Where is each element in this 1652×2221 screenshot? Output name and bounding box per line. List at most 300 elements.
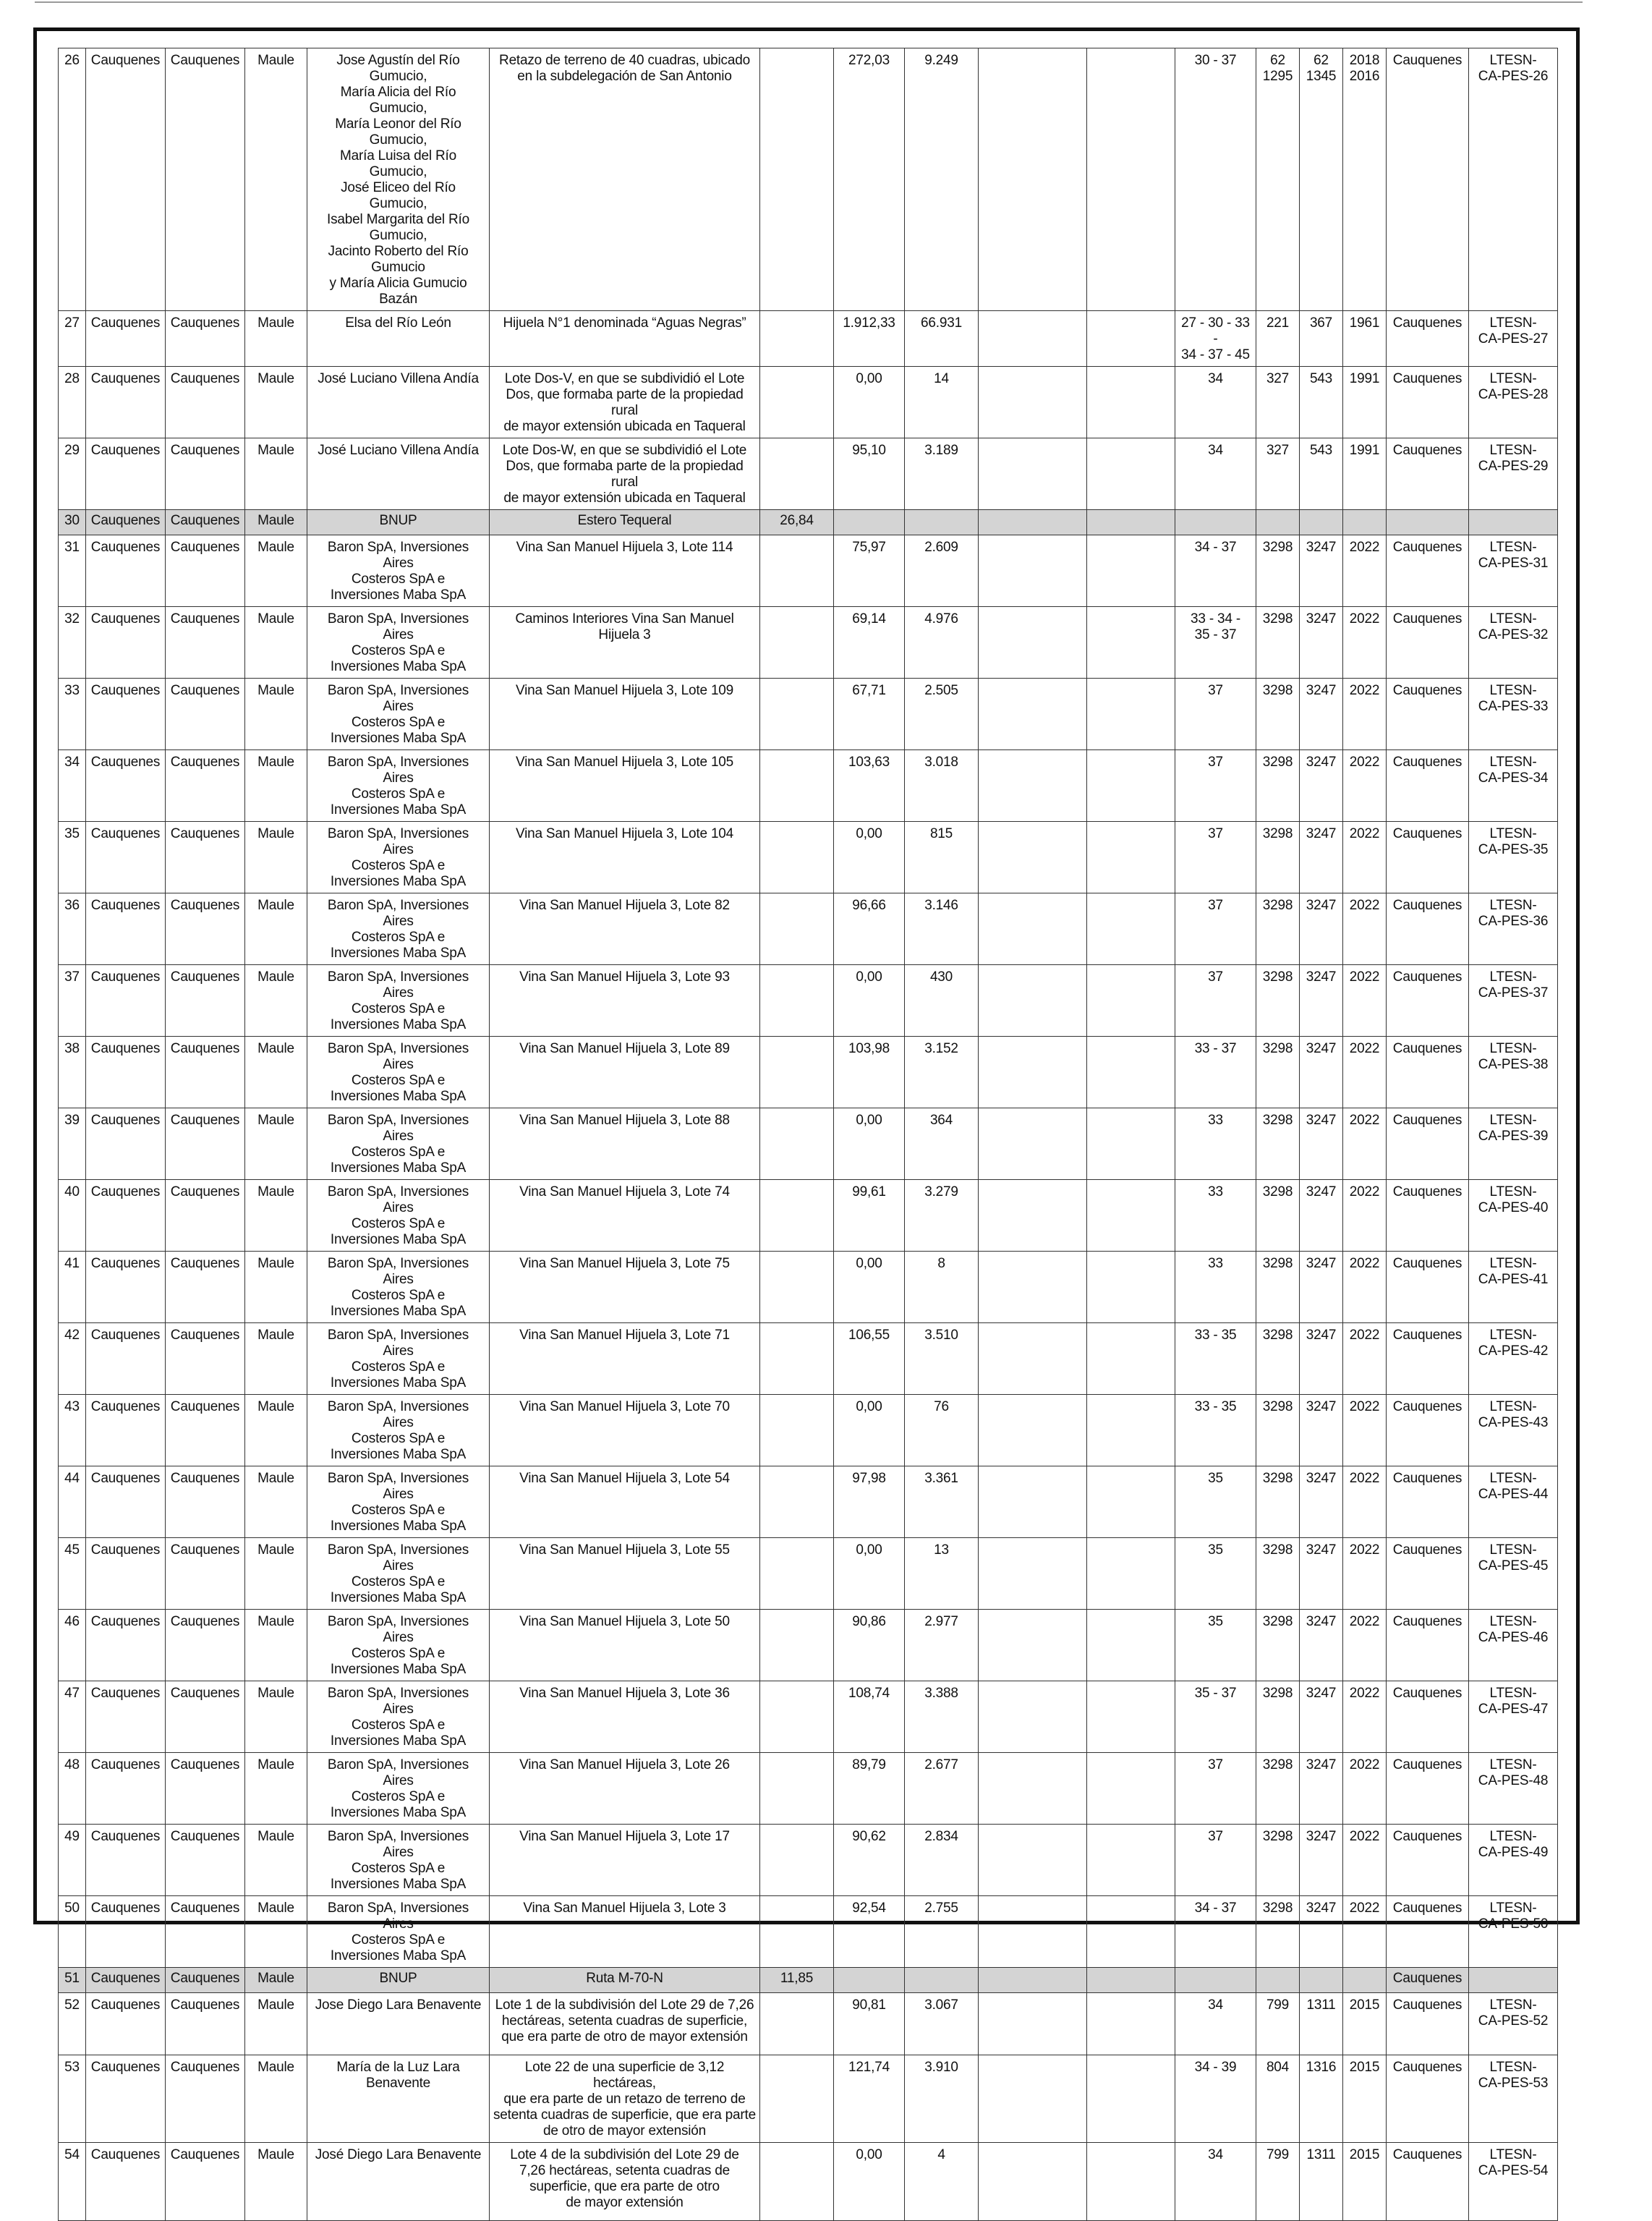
owner-cell: Baron SpA, Inversiones Aires Costeros SpA e Inversiones Maba SpA: [307, 1037, 490, 1108]
owner-cell: Baron SpA, Inversiones Aires Costeros SpA e Inversiones Maba SpA: [307, 1896, 490, 1968]
owner-cell: Baron SpA, Inversiones Aires Costeros SpA e Inversiones Maba SpA: [307, 1466, 490, 1538]
description-cell: Lote 4 de la subdivisión del Lote 29 de 7,26 hectáreas, setenta cuadras de superficie, que era parte de otro de mayor extensión: [490, 2143, 760, 2221]
table-row: [59, 438, 1558, 510]
comuna-cell: Cauquenes: [86, 1825, 166, 1896]
region-cell: Maule: [245, 1252, 307, 1323]
inscription-number-cell: 3247: [1300, 1180, 1343, 1252]
provincia-cell: Cauquenes: [166, 607, 245, 679]
region-cell: Maule: [245, 1610, 307, 1681]
empty-cell: [1087, 1108, 1175, 1180]
empty-cell: [979, 1538, 1087, 1610]
description-cell: Vina San Manuel Hijuela 3, Lote 50: [490, 1610, 760, 1681]
registry-cell: Cauquenes: [1387, 893, 1469, 965]
fojas-cell: 3298: [1256, 1825, 1300, 1896]
registry-cell: Cauquenes: [1387, 1538, 1469, 1610]
empty-cell: [1087, 679, 1175, 750]
table-row: [59, 1825, 1558, 1896]
description-cell: Vina San Manuel Hijuela 3, Lote 88: [490, 1108, 760, 1180]
row-number: 52: [59, 1993, 86, 2055]
provincia-cell: Cauquenes: [166, 1108, 245, 1180]
description-cell: Vina San Manuel Hijuela 3, Lote 114: [490, 535, 760, 607]
table-body: [59, 48, 1558, 2221]
plan-sheets-cell: 37: [1175, 679, 1256, 750]
row-number: 35: [59, 822, 86, 893]
surface-ha-cell: 90,81: [834, 1993, 905, 2055]
surface-m2-cell: 3.152: [905, 1037, 979, 1108]
registry-cell: Cauquenes: [1387, 1896, 1469, 1968]
bnup-area-cell: [760, 1753, 834, 1825]
bnup-area-cell: [760, 1323, 834, 1395]
empty-cell: [1087, 510, 1175, 535]
fojas-cell: [1256, 510, 1300, 535]
plan-sheets-cell: 34: [1175, 2143, 1256, 2221]
region-cell: Maule: [245, 1037, 307, 1108]
surface-ha-cell: 0,00: [834, 822, 905, 893]
property-code-cell: LTESN- CA-PES-50: [1469, 1896, 1558, 1968]
region-cell: Maule: [245, 1538, 307, 1610]
row-number: 48: [59, 1753, 86, 1825]
provincia-cell: Cauquenes: [166, 1896, 245, 1968]
provincia-cell: Cauquenes: [166, 1252, 245, 1323]
table-row: [59, 535, 1558, 607]
surface-m2-cell: 3.510: [905, 1323, 979, 1395]
region-cell: Maule: [245, 1753, 307, 1825]
surface-m2-cell: [905, 510, 979, 535]
year-cell: 2022: [1343, 1753, 1387, 1825]
fojas-cell: 3298: [1256, 1037, 1300, 1108]
table-row: [59, 311, 1558, 367]
property-code-cell: LTESN- CA-PES-35: [1469, 822, 1558, 893]
region-cell: Maule: [245, 1681, 307, 1753]
bnup-area-cell: [760, 965, 834, 1037]
surface-ha-cell: [834, 1968, 905, 1993]
owner-cell: Baron SpA, Inversiones Aires Costeros SpA e Inversiones Maba SpA: [307, 1753, 490, 1825]
description-cell: Vina San Manuel Hijuela 3, Lote 70: [490, 1395, 760, 1466]
registry-cell: Cauquenes: [1387, 1395, 1469, 1466]
property-code-cell: LTESN- CA-PES-37: [1469, 965, 1558, 1037]
empty-cell: [979, 607, 1087, 679]
bnup-area-cell: [760, 2143, 834, 2221]
surface-ha-cell: 106,55: [834, 1323, 905, 1395]
region-cell: Maule: [245, 1180, 307, 1252]
owner-cell: Baron SpA, Inversiones Aires Costeros SpA e Inversiones Maba SpA: [307, 535, 490, 607]
empty-cell: [979, 535, 1087, 607]
inscription-number-cell: 3247: [1300, 1395, 1343, 1466]
fojas-cell: [1256, 1968, 1300, 1993]
provincia-cell: Cauquenes: [166, 367, 245, 438]
row-number: 38: [59, 1037, 86, 1108]
year-cell: 2022: [1343, 679, 1387, 750]
description-cell: Vina San Manuel Hijuela 3, Lote 104: [490, 822, 760, 893]
surface-m2-cell: 815: [905, 822, 979, 893]
empty-cell: [1087, 1968, 1175, 1993]
table-row: [59, 1252, 1558, 1323]
year-cell: 2022: [1343, 1252, 1387, 1323]
region-cell: Maule: [245, 367, 307, 438]
bnup-area-cell: [760, 1180, 834, 1252]
region-cell: Maule: [245, 1825, 307, 1896]
bnup-area-cell: [760, 1395, 834, 1466]
table-row-bnup: [59, 510, 1558, 535]
comuna-cell: Cauquenes: [86, 1180, 166, 1252]
year-cell: [1343, 510, 1387, 535]
plan-sheets-cell: 34 - 37: [1175, 535, 1256, 607]
owner-cell: Baron SpA, Inversiones Aires Costeros SpA e Inversiones Maba SpA: [307, 893, 490, 965]
description-cell: Vina San Manuel Hijuela 3, Lote 74: [490, 1180, 760, 1252]
table-row: [59, 1466, 1558, 1538]
inscription-number-cell: 3247: [1300, 535, 1343, 607]
plan-sheets-cell: 37: [1175, 750, 1256, 822]
provincia-cell: Cauquenes: [166, 1968, 245, 1993]
surface-m2-cell: 364: [905, 1108, 979, 1180]
surface-ha-cell: 69,14: [834, 607, 905, 679]
table-row: [59, 893, 1558, 965]
table-row: [59, 48, 1558, 311]
owner-cell: Baron SpA, Inversiones Aires Costeros SpA e Inversiones Maba SpA: [307, 679, 490, 750]
description-cell: Vina San Manuel Hijuela 3, Lote 109: [490, 679, 760, 750]
surface-ha-cell: 0,00: [834, 367, 905, 438]
empty-cell: [979, 679, 1087, 750]
surface-m2-cell: [905, 1968, 979, 1993]
bnup-area-cell: [760, 893, 834, 965]
row-number: 30: [59, 510, 86, 535]
fojas-cell: 3298: [1256, 750, 1300, 822]
description-cell: Vina San Manuel Hijuela 3, Lote 55: [490, 1538, 760, 1610]
description-cell: Vina San Manuel Hijuela 3, Lote 26: [490, 1753, 760, 1825]
row-number: 27: [59, 311, 86, 367]
surface-ha-cell: 89,79: [834, 1753, 905, 1825]
empty-cell: [979, 438, 1087, 510]
bnup-area-cell: [760, 1252, 834, 1323]
row-number: 42: [59, 1323, 86, 1395]
fojas-cell: 221: [1256, 311, 1300, 367]
region-cell: Maule: [245, 2055, 307, 2143]
empty-cell: [1087, 1395, 1175, 1466]
table-row: [59, 607, 1558, 679]
comuna-cell: Cauquenes: [86, 1466, 166, 1538]
owner-cell: Baron SpA, Inversiones Aires Costeros SpA e Inversiones Maba SpA: [307, 1180, 490, 1252]
row-number: 46: [59, 1610, 86, 1681]
inscription-number-cell: 1311: [1300, 2143, 1343, 2221]
inscription-number-cell: 1311: [1300, 1993, 1343, 2055]
owner-cell: José Diego Lara Benavente: [307, 2143, 490, 2221]
owner-cell: Baron SpA, Inversiones Aires Costeros SpA e Inversiones Maba SpA: [307, 1825, 490, 1896]
provincia-cell: Cauquenes: [166, 1466, 245, 1538]
description-cell: Ruta M-70-N: [490, 1968, 760, 1993]
table-row: [59, 1180, 1558, 1252]
registry-cell: Cauquenes: [1387, 1180, 1469, 1252]
row-number: 51: [59, 1968, 86, 1993]
table-row: [59, 1681, 1558, 1753]
inscription-number-cell: 3247: [1300, 750, 1343, 822]
registry-cell: Cauquenes: [1387, 1681, 1469, 1753]
surface-m2-cell: 2.609: [905, 535, 979, 607]
row-number: 36: [59, 893, 86, 965]
registry-cell: Cauquenes: [1387, 607, 1469, 679]
comuna-cell: Cauquenes: [86, 1896, 166, 1968]
empty-cell: [979, 822, 1087, 893]
plan-sheets-cell: 34 - 39: [1175, 2055, 1256, 2143]
empty-cell: [979, 1180, 1087, 1252]
fojas-cell: 3298: [1256, 679, 1300, 750]
table-row: [59, 1323, 1558, 1395]
provincia-cell: Cauquenes: [166, 2143, 245, 2221]
registry-cell: Cauquenes: [1387, 1108, 1469, 1180]
fojas-cell: 3298: [1256, 1610, 1300, 1681]
bnup-area-cell: [760, 438, 834, 510]
surface-m2-cell: 4: [905, 2143, 979, 2221]
empty-cell: [1087, 1993, 1175, 2055]
fojas-cell: 3298: [1256, 1896, 1300, 1968]
provincia-cell: Cauquenes: [166, 1993, 245, 2055]
provincia-cell: Cauquenes: [166, 750, 245, 822]
surface-ha-cell: 75,97: [834, 535, 905, 607]
surface-m2-cell: 3.279: [905, 1180, 979, 1252]
plan-sheets-cell: 33 - 35: [1175, 1323, 1256, 1395]
surface-m2-cell: 2.755: [905, 1896, 979, 1968]
description-cell: Vina San Manuel Hijuela 3, Lote 17: [490, 1825, 760, 1896]
region-cell: Maule: [245, 1395, 307, 1466]
fojas-cell: 3298: [1256, 1753, 1300, 1825]
fojas-cell: 3298: [1256, 1538, 1300, 1610]
surface-m2-cell: 3.910: [905, 2055, 979, 2143]
registry-cell: Cauquenes: [1387, 822, 1469, 893]
surface-ha-cell: 0,00: [834, 1395, 905, 1466]
region-cell: Maule: [245, 1896, 307, 1968]
row-number: 39: [59, 1108, 86, 1180]
comuna-cell: Cauquenes: [86, 311, 166, 367]
table-row: [59, 679, 1558, 750]
table-row: [59, 1037, 1558, 1108]
bnup-area-cell: [760, 1466, 834, 1538]
row-number: 45: [59, 1538, 86, 1610]
property-code-cell: LTESN- CA-PES-41: [1469, 1252, 1558, 1323]
fojas-cell: 3298: [1256, 607, 1300, 679]
bnup-area-cell: [760, 1538, 834, 1610]
empty-cell: [1087, 965, 1175, 1037]
owner-cell: José Luciano Villena Andía: [307, 367, 490, 438]
row-number: 37: [59, 965, 86, 1037]
row-number: 32: [59, 607, 86, 679]
empty-cell: [979, 893, 1087, 965]
property-code-cell: LTESN- CA-PES-48: [1469, 1753, 1558, 1825]
surface-ha-cell: 99,61: [834, 1180, 905, 1252]
row-number: 26: [59, 48, 86, 311]
region-cell: Maule: [245, 750, 307, 822]
property-code-cell: LTESN- CA-PES-27: [1469, 311, 1558, 367]
provincia-cell: Cauquenes: [166, 1180, 245, 1252]
inscription-number-cell: 1316: [1300, 2055, 1343, 2143]
plan-sheets-cell: 34: [1175, 367, 1256, 438]
region-cell: Maule: [245, 893, 307, 965]
empty-cell: [979, 1395, 1087, 1466]
bnup-area-cell: [760, 535, 834, 607]
row-number: 34: [59, 750, 86, 822]
comuna-cell: Cauquenes: [86, 1681, 166, 1753]
inscription-number-cell: [1300, 510, 1343, 535]
year-cell: 2018 2016: [1343, 48, 1387, 311]
bnup-area-cell: [760, 1108, 834, 1180]
surface-ha-cell: 97,98: [834, 1466, 905, 1538]
fojas-cell: 804: [1256, 2055, 1300, 2143]
owner-cell: Baron SpA, Inversiones Aires Costeros SpA e Inversiones Maba SpA: [307, 750, 490, 822]
owner-cell: Elsa del Río León: [307, 311, 490, 367]
property-code-cell: LTESN- CA-PES-52: [1469, 1993, 1558, 2055]
description-cell: Vina San Manuel Hijuela 3, Lote 89: [490, 1037, 760, 1108]
plan-sheets-cell: 33 - 37: [1175, 1037, 1256, 1108]
table-row: [59, 750, 1558, 822]
comuna-cell: Cauquenes: [86, 438, 166, 510]
comuna-cell: Cauquenes: [86, 750, 166, 822]
empty-cell: [979, 1753, 1087, 1825]
registry-cell: Cauquenes: [1387, 1825, 1469, 1896]
region-cell: Maule: [245, 607, 307, 679]
year-cell: 2022: [1343, 607, 1387, 679]
bnup-area-cell: [760, 822, 834, 893]
row-number: 31: [59, 535, 86, 607]
year-cell: 1961: [1343, 311, 1387, 367]
owner-cell: Baron SpA, Inversiones Aires Costeros SpA e Inversiones Maba SpA: [307, 965, 490, 1037]
fojas-cell: 3298: [1256, 1108, 1300, 1180]
top-rule: [35, 1, 1583, 3]
empty-cell: [979, 48, 1087, 311]
surface-m2-cell: 66.931: [905, 311, 979, 367]
provincia-cell: Cauquenes: [166, 1753, 245, 1825]
comuna-cell: Cauquenes: [86, 822, 166, 893]
comuna-cell: Cauquenes: [86, 1037, 166, 1108]
registry-cell: Cauquenes: [1387, 1993, 1469, 2055]
owner-cell: Baron SpA, Inversiones Aires Costeros SpA e Inversiones Maba SpA: [307, 607, 490, 679]
year-cell: 2022: [1343, 1896, 1387, 1968]
year-cell: 2022: [1343, 1538, 1387, 1610]
empty-cell: [979, 1681, 1087, 1753]
fojas-cell: 3298: [1256, 1180, 1300, 1252]
owner-cell: José Luciano Villena Andía: [307, 438, 490, 510]
row-number: 47: [59, 1681, 86, 1753]
year-cell: 2022: [1343, 1610, 1387, 1681]
comuna-cell: Cauquenes: [86, 679, 166, 750]
registry-cell: Cauquenes: [1387, 1968, 1469, 1993]
property-code-cell: LTESN- CA-PES-53: [1469, 2055, 1558, 2143]
comuna-cell: Cauquenes: [86, 1108, 166, 1180]
table-row: [59, 367, 1558, 438]
plan-sheets-cell: 33 - 34 - 35 - 37: [1175, 607, 1256, 679]
comuna-cell: Cauquenes: [86, 1395, 166, 1466]
row-number: 41: [59, 1252, 86, 1323]
provincia-cell: Cauquenes: [166, 1395, 245, 1466]
plan-sheets-cell: 37: [1175, 1753, 1256, 1825]
registry-cell: Cauquenes: [1387, 679, 1469, 750]
empty-cell: [1087, 1466, 1175, 1538]
inscription-number-cell: 3247: [1300, 1466, 1343, 1538]
inscription-number-cell: 3247: [1300, 679, 1343, 750]
provincia-cell: Cauquenes: [166, 1323, 245, 1395]
surface-ha-cell: 272,03: [834, 48, 905, 311]
inscription-number-cell: 3247: [1300, 1825, 1343, 1896]
description-cell: Lote Dos-V, en que se subdividió el Lote Dos, que formaba parte de la propiedad rural de mayor extensión ubicada en Taqueral: [490, 367, 760, 438]
year-cell: 2022: [1343, 965, 1387, 1037]
empty-cell: [979, 1825, 1087, 1896]
empty-cell: [1087, 535, 1175, 607]
fojas-cell: 327: [1256, 367, 1300, 438]
surface-m2-cell: 2.834: [905, 1825, 979, 1896]
surface-m2-cell: 3.388: [905, 1681, 979, 1753]
fojas-cell: 3298: [1256, 893, 1300, 965]
registry-cell: Cauquenes: [1387, 48, 1469, 311]
bnup-area-cell: [760, 607, 834, 679]
surface-ha-cell: 0,00: [834, 1252, 905, 1323]
registry-cell: Cauquenes: [1387, 1252, 1469, 1323]
plan-sheets-cell: [1175, 1968, 1256, 1993]
registry-cell: Cauquenes: [1387, 1323, 1469, 1395]
empty-cell: [1087, 1753, 1175, 1825]
fojas-cell: 3298: [1256, 1252, 1300, 1323]
plan-sheets-cell: 35: [1175, 1538, 1256, 1610]
comuna-cell: Cauquenes: [86, 2055, 166, 2143]
table-row: [59, 1395, 1558, 1466]
plan-sheets-cell: 33: [1175, 1252, 1256, 1323]
bnup-area-cell: [760, 48, 834, 311]
comuna-cell: Cauquenes: [86, 1993, 166, 2055]
fojas-cell: 799: [1256, 2143, 1300, 2221]
property-code-cell: LTESN- CA-PES-38: [1469, 1037, 1558, 1108]
registry-cell: Cauquenes: [1387, 1610, 1469, 1681]
row-number: 44: [59, 1466, 86, 1538]
row-number: 40: [59, 1180, 86, 1252]
description-cell: Vina San Manuel Hijuela 3, Lote 93: [490, 965, 760, 1037]
surface-ha-cell: 67,71: [834, 679, 905, 750]
table-row: [59, 1108, 1558, 1180]
inscription-number-cell: [1300, 1968, 1343, 1993]
comuna-cell: Cauquenes: [86, 1753, 166, 1825]
property-code-cell: LTESN- CA-PES-49: [1469, 1825, 1558, 1896]
owner-cell: Baron SpA, Inversiones Aires Costeros SpA e Inversiones Maba SpA: [307, 1610, 490, 1681]
inscription-number-cell: 3247: [1300, 1610, 1343, 1681]
registry-cell: Cauquenes: [1387, 1753, 1469, 1825]
bnup-area-cell: [760, 1896, 834, 1968]
region-cell: Maule: [245, 48, 307, 311]
bnup-area-cell: 26,84: [760, 510, 834, 535]
plan-sheets-cell: 35 - 37: [1175, 1681, 1256, 1753]
empty-cell: [979, 1323, 1087, 1395]
region-cell: Maule: [245, 2143, 307, 2221]
empty-cell: [979, 965, 1087, 1037]
empty-cell: [979, 367, 1087, 438]
surface-ha-cell: 0,00: [834, 1538, 905, 1610]
provincia-cell: Cauquenes: [166, 2055, 245, 2143]
property-code-cell: LTESN- CA-PES-42: [1469, 1323, 1558, 1395]
inscription-number-cell: 3247: [1300, 1681, 1343, 1753]
surface-m2-cell: 14: [905, 367, 979, 438]
empty-cell: [1087, 1323, 1175, 1395]
property-code-cell: LTESN- CA-PES-36: [1469, 893, 1558, 965]
property-code-cell: LTESN- CA-PES-39: [1469, 1108, 1558, 1180]
empty-cell: [979, 1037, 1087, 1108]
region-cell: Maule: [245, 1108, 307, 1180]
empty-cell: [1087, 2055, 1175, 2143]
provincia-cell: Cauquenes: [166, 48, 245, 311]
registry-cell: Cauquenes: [1387, 311, 1469, 367]
year-cell: 2022: [1343, 822, 1387, 893]
inscription-number-cell: 3247: [1300, 1753, 1343, 1825]
surface-ha-cell: 108,74: [834, 1681, 905, 1753]
description-cell: Vina San Manuel Hijuela 3, Lote 71: [490, 1323, 760, 1395]
description-cell: Caminos Interiores Vina San Manuel Hijuela 3: [490, 607, 760, 679]
table-row: [59, 1896, 1558, 1968]
inscription-number-cell: 3247: [1300, 1538, 1343, 1610]
empty-cell: [979, 1968, 1087, 1993]
plan-sheets-cell: 37: [1175, 965, 1256, 1037]
